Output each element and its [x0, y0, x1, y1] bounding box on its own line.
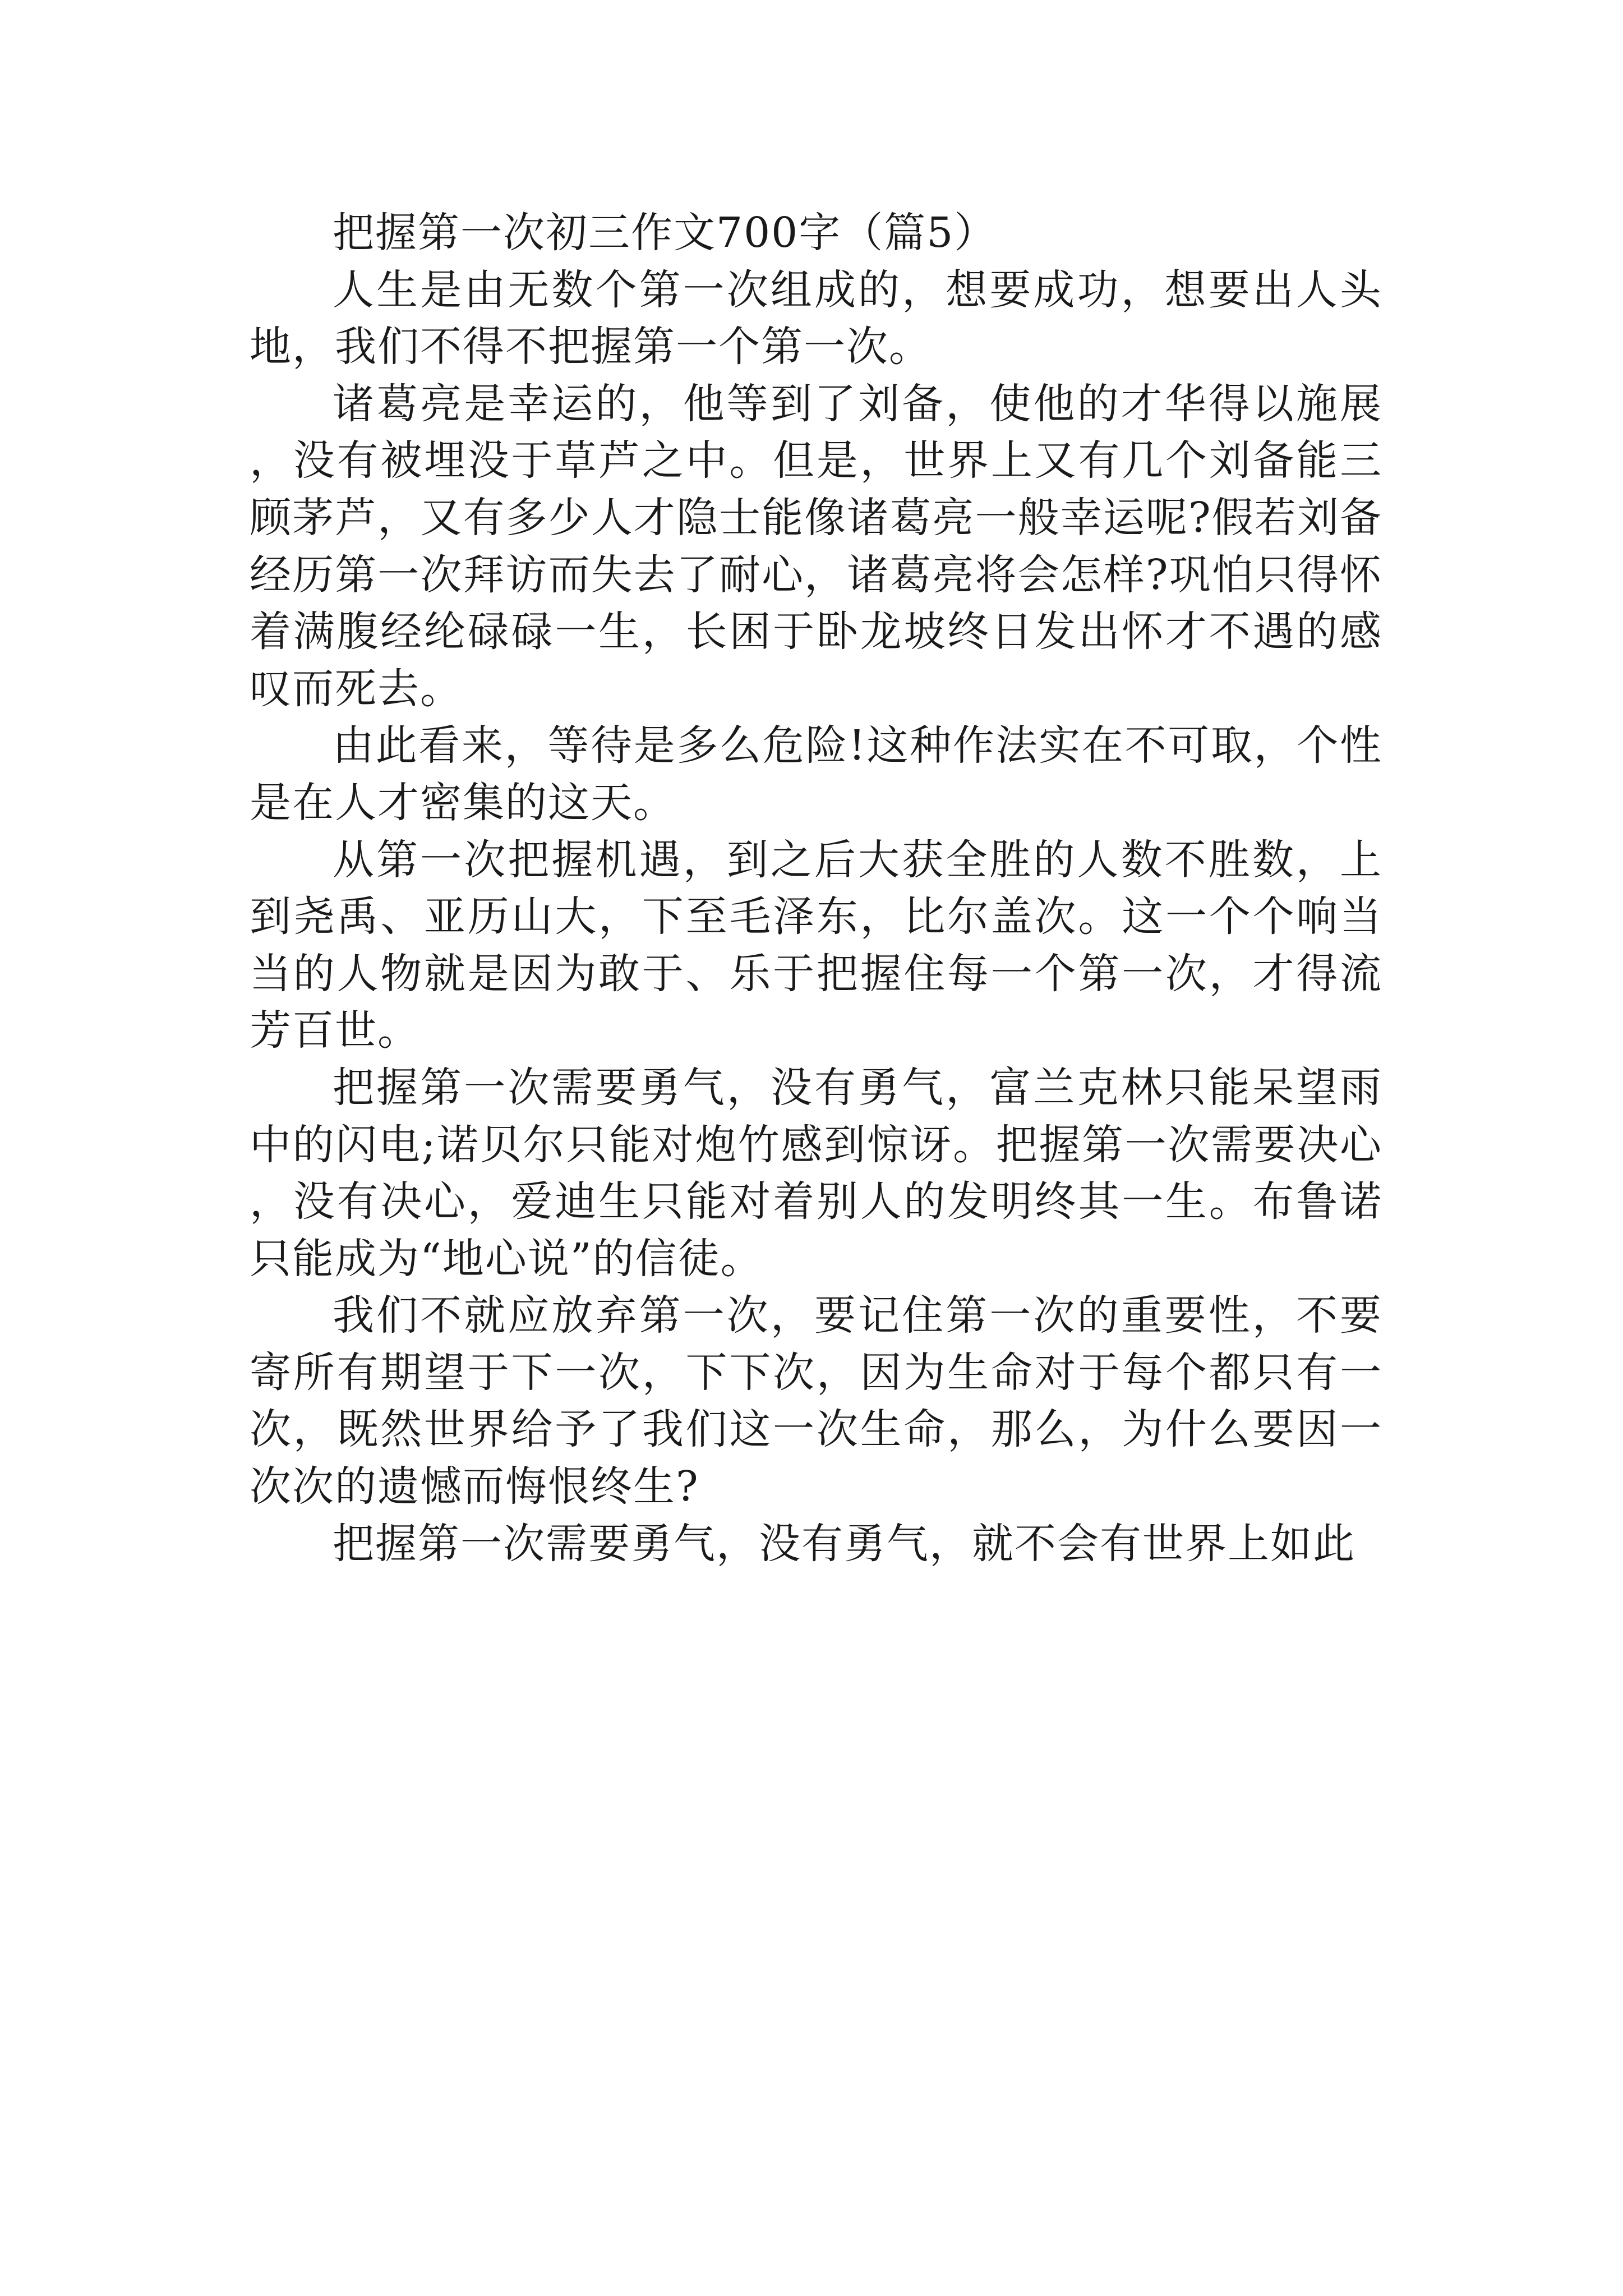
paragraph-5: 把握第一次需要勇气，没有勇气，富兰克林只能呆望雨中的闪电;诺贝尔只能对炮竹感到惊讶。把握第一次需要决心，没有决心，爱迪生只能对着别人的发明终其一生。布鲁诺只能成为“地心说”的信徒。: [250, 1063, 1382, 1283]
document-title: 把握第一次初三作文700字（篇5）: [333, 209, 997, 257]
document-body: [250, 205, 1382, 1572]
paragraph-6: 我们不就应放弃第一次，要记住第一次的重要性，不要寄所有期望于下一次，下下次，因为生命对于每个都只有一次，既然世界给予了我们这一次生命，那么，为什么要因一次次的遗憾而悔恨终生?: [250, 1291, 1382, 1511]
paragraph-3: 由此看来，等待是多么危险!这种作法实在不可取，个性是在人才密集的这天。: [250, 721, 1382, 827]
paragraph-1: 人生是由无数个第一次组成的，想要成功，想要出人头地，我们不得不把握第一个第一次。: [250, 265, 1382, 371]
paragraph-4: 从第一次把握机遇，到之后大获全胜的人数不胜数，上到尧禹、亚历山大，下至毛泽东，比尔盖次。这一个个响当当的人物就是因为敢于、乐于把握住每一个第一次，才得流芳百世。: [250, 835, 1382, 1055]
paragraph-2: 诸葛亮是幸运的，他等到了刘备，使他的才华得以施展，没有被埋没于草芦之中。但是，世界上又有几个刘备能三顾茅芦，又有多少人才隐士能像诸葛亮一般幸运呢?假若刘备经历第一次拜访而失去了耐心，诸葛亮将会怎样?巩怕只得怀着满腹经纶碌碌一生，长困于卧龙坡终日发出怀才不遇的感叹而死去。: [250, 379, 1382, 713]
paragraph-7: 把握第一次需要勇气，没有勇气，就不会有世界上如此: [333, 1519, 1355, 1568]
